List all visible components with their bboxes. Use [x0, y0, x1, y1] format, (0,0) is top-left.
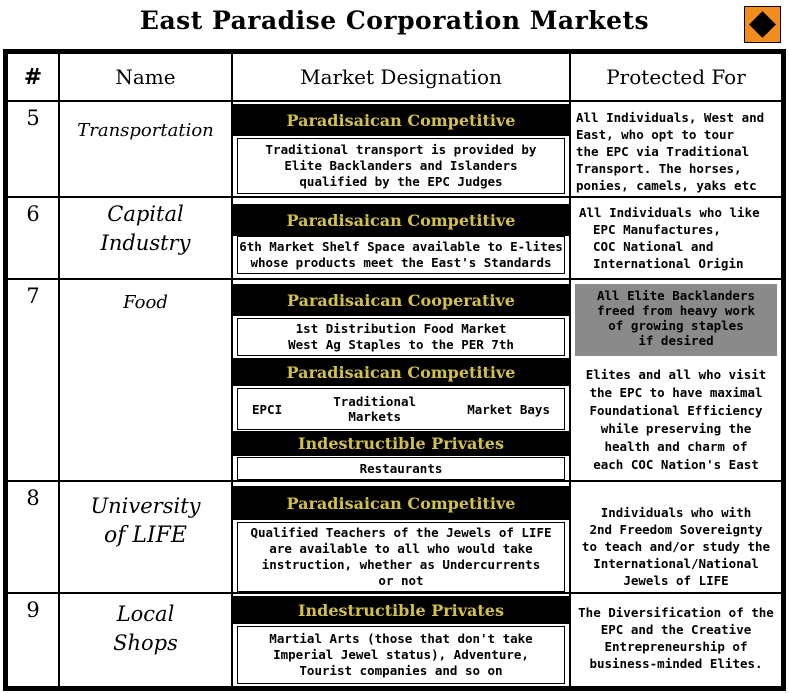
- row-7-prot-line-3: Foundational Efficiency: [589, 403, 763, 418]
- row-6-prot-line-3: COC National and: [593, 239, 714, 254]
- row-5-prot-line-5: ponies, camels, yaks etc: [576, 178, 757, 193]
- row-9-desc-line-1: Martial Arts (those that don't take: [269, 631, 533, 646]
- row-9-prot-line-2: EPC and the Creative: [600, 622, 752, 637]
- row-5-prot-line-1: All Individuals, West and: [576, 110, 765, 125]
- row-8-name-line-1: University: [90, 494, 201, 518]
- row-5-protected: [569, 100, 783, 198]
- row-9-name: [58, 592, 233, 688]
- row-8-band-1: Paradisaican Competitive: [233, 486, 569, 520]
- row-8-designation: [231, 480, 571, 594]
- row-9-desc-line-2: Imperial Jewel status), Adventure,: [273, 647, 529, 662]
- row-7-prot-top-line-1: All Elite Backlanders: [596, 288, 756, 303]
- row-8-prot-line-1: Individuals who with: [600, 505, 752, 520]
- row-5-prot-line-4: Transport. The horses,: [576, 161, 742, 176]
- header-protected: Protected For: [569, 52, 783, 102]
- row-6-prot-line-4: International Origin: [593, 256, 744, 271]
- row-7-prot-line-2: the EPC to have maximal: [589, 385, 763, 400]
- row-7-protected-main: [571, 366, 781, 474]
- row-8-desc-line-4: or not: [378, 573, 424, 588]
- row-7-band-3: Indestructible Privates: [233, 431, 569, 456]
- row-5-desc-line-3: qualified by the EPC Judges: [299, 174, 503, 189]
- row-7-protected: [569, 278, 783, 482]
- row-8-name-line-2: of LIFE: [103, 523, 187, 548]
- row-5-designation: [231, 100, 571, 198]
- row-7-designation: [231, 278, 571, 482]
- row-7-desc-1: [237, 318, 565, 356]
- row-9-band-1: Indestructible Privates: [233, 596, 569, 624]
- row-6-name-line-2: Industry: [100, 231, 191, 255]
- row-7-desc-line-2: West Ag Staples to the PER 7th: [288, 337, 514, 352]
- row-6-band-1: Paradisaican Competitive: [233, 204, 569, 236]
- row-5-band-1: Paradisaican Competitive: [233, 104, 569, 136]
- row-9-prot-line-3: Entrepreneurship of: [604, 639, 748, 654]
- row-9-designation: [231, 592, 571, 688]
- row-8-desc-line-1: Qualified Teachers of the Jewels of LIFE: [250, 525, 552, 540]
- row-8-desc-1: [237, 522, 565, 592]
- row-9-prot-line-4: business-minded Elites.: [589, 656, 763, 671]
- row-9-prot-line-1: The Diversification of the: [578, 605, 774, 620]
- row-5-desc-1: [237, 138, 565, 194]
- row-8-prot-line-2: 2nd Freedom Sovereignty: [589, 522, 763, 537]
- row-6-designation: [231, 196, 571, 280]
- header-num: #: [6, 52, 60, 102]
- markets-table: [3, 49, 786, 691]
- row-5-desc-line-1: Traditional transport is provided by: [265, 142, 537, 157]
- row-8-desc-line-3: instruction, whether as Undercurrents: [261, 557, 541, 572]
- header-name: Name: [58, 52, 233, 102]
- header-designation: Market Designation: [231, 52, 571, 102]
- row-9-protected: [569, 592, 783, 688]
- row-7-trio-traditional: Traditional Markets: [333, 394, 417, 424]
- row-7-prot-line-5: health and charm of: [604, 439, 748, 454]
- row-7-protected-highlight: [575, 284, 777, 356]
- row-6-desc-1: [237, 236, 565, 274]
- row-6-desc-line-1: 6th Market Shelf Space available to E-lites: [239, 239, 563, 254]
- row-6-prot-line-1: All Individuals who like: [579, 205, 760, 220]
- orange-diamond-logo-icon: [744, 6, 781, 43]
- row-5-num: 5: [6, 100, 60, 198]
- row-8-prot-line-3: to teach and/or study the: [581, 539, 771, 554]
- row-9-desc-1: [237, 626, 565, 684]
- row-7-band-2: Paradisaican Competitive: [233, 358, 569, 386]
- row-5-name-line-1: Transportation: [77, 120, 214, 141]
- diamond-shape: [749, 11, 776, 38]
- row-7-num: 7: [6, 278, 60, 482]
- row-9-num: 9: [6, 592, 60, 688]
- row-8-protected: [569, 480, 783, 594]
- page-title: East Paradise Corporation Markets: [139, 6, 650, 35]
- row-7-trio-bays: Market Bays: [467, 401, 550, 417]
- row-8-name: [58, 480, 233, 594]
- row-9-name-line-1: Local: [116, 602, 175, 626]
- row-6-name-line-1: Capital: [107, 202, 184, 226]
- row-7-trio: [237, 388, 565, 430]
- row-8-prot-line-5: Jewels of LIFE: [623, 573, 729, 588]
- row-7-prot-line-1: Elites and all who visit: [585, 367, 767, 382]
- row-7-name-line-1: Food: [123, 292, 168, 313]
- row-7-prot-line-4: while preserving the: [600, 421, 752, 436]
- row-5-prot-line-2: East, who opt to tour: [576, 127, 735, 142]
- row-8-num: 8: [6, 480, 60, 594]
- row-7-prot-top-line-4: if desired: [638, 333, 714, 348]
- row-5-desc-line-2: Elite Backlanders and Islanders: [284, 158, 518, 173]
- row-9-name-line-2: Shops: [113, 631, 178, 655]
- row-7-name: [58, 278, 233, 482]
- row-8-desc-line-2: are available to all who would take: [269, 541, 533, 556]
- row-7-prot-top-line-3: of growing staples: [608, 318, 744, 333]
- row-6-desc-line-2: whose products meet the East's Standards: [250, 255, 552, 270]
- row-7-prot-top-line-2: freed from heavy work: [596, 303, 756, 318]
- row-9-desc-line-3: Tourist companies and so on: [299, 663, 503, 678]
- row-6-prot-line-2: EPC Manufactures,: [593, 222, 721, 237]
- row-7-desc3-line-1: Restaurants: [359, 460, 443, 476]
- row-7-prot-line-6: each COC Nation's East: [593, 457, 759, 472]
- row-6-num: 6: [6, 196, 60, 280]
- row-5-prot-line-3: the EPC via Traditional: [576, 144, 750, 159]
- row-5-name: [58, 100, 233, 198]
- row-6-protected: [569, 196, 783, 280]
- row-8-prot-line-4: International/National: [593, 556, 759, 571]
- row-7-band-1: Paradisaican Cooperative: [233, 284, 569, 316]
- row-7-trio-epci: EPCI: [252, 401, 283, 417]
- row-7-desc-line-1: 1st Distribution Food Market: [295, 321, 507, 336]
- row-6-name: [58, 196, 233, 280]
- row-7-desc-3: [237, 457, 565, 480]
